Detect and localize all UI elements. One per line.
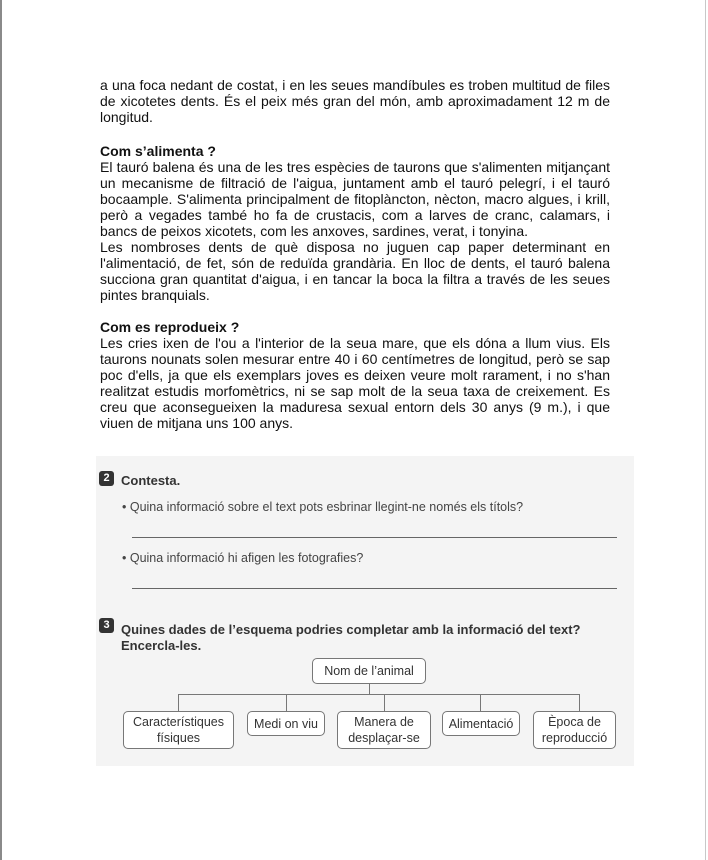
exercise-2-question-1: • Quina informació sobre el text pots esbrinar llegint-ne només els títols? [122, 500, 524, 514]
reproduction-heading: Com es reprodueix ? [100, 319, 240, 335]
schema-connector-1 [178, 694, 179, 712]
feeding-paragraph-2: Les nombroses dents de què disposa no juguen cap paper determinant en l'alimentació, de fet, són de reduïda grandària. En lloc de dents, el tauró balena succiona gran quantitat d'aigua, i en tancar la boca la filtra a través de les seues pintes branquials. [100, 239, 610, 303]
exercise-2-number-badge: 2 [99, 471, 114, 486]
answer-line-1[interactable] [132, 537, 617, 538]
schema-root-box[interactable]: Nom de l’animal [312, 658, 426, 684]
schema-box-feeding[interactable]: Alimentació [442, 711, 520, 736]
page-left-border [0, 0, 2, 860]
exercise-area [96, 456, 634, 766]
exercise-2-title: Contesta. [121, 473, 181, 488]
exercise-2-question-2: • Quina informació hi afigen les fotografies? [122, 551, 364, 565]
schema-horizontal-connector [178, 694, 579, 695]
schema-connector-5 [579, 694, 580, 712]
schema-connector-2 [286, 694, 287, 712]
answer-line-2[interactable] [132, 588, 617, 589]
schema-box-reproduction-season[interactable]: Època de reproducció [533, 711, 616, 749]
feeding-paragraph-1: El tauró balena és una de les tres espècies de taurons que s'alimenten mitjançant un mecanisme de filtració de l'aigua, juntament amb el tauró pelegrí, i el tauró bocaample. S'alimenta principalment de fitoplàncton, nècton, macro algues, i krill, però a vegades també ho fa de crustacis, com a larves de cranc, calamars, i bancs de peixos xicotets, com les anxoves, sardines, verat, i tonyina. [100, 159, 610, 239]
intro-text-block [100, 77, 610, 125]
exercise-3-title-line-1: Quines dades de l’esquema podries completar amb la informació del text? [121, 622, 581, 637]
feeding-section [100, 143, 610, 303]
intro-paragraph: a una foca nedant de costat, i en les seues mandíbules es troben multitud de files de xicotetes dents. És el peix més gran del món, amb aproximadament 12 m de longitud. [100, 77, 610, 125]
exercise-3-title [121, 622, 580, 654]
schema-box-habitat[interactable]: Medi on viu [247, 711, 325, 736]
reproduction-paragraph: Les cries ixen de l'ou a l'interior de la seua mare, que els dóna a llum vius. Els taurons nounats solen mesurar entre 40 i 60 centímetres de longitud, però se sap poc d'ells, ja que els exemplars joves es deixen veure molt rarament, i no s'han realitzat estudis morfomètrics, ni se sap molt de la seua taxa de creixement. Es creu que aconsegueixen la maduresa sexual entorn dels 30 anys (9 m.), i que viuen de mitjana uns 100 anys. [100, 335, 610, 431]
exercise-3-number-badge: 3 [99, 618, 114, 633]
schema-connector-3 [384, 694, 385, 712]
schema-box-physical-characteristics[interactable]: Característiques físiques [123, 711, 234, 749]
page-right-border [705, 0, 706, 860]
schema-connector-4 [480, 694, 481, 712]
reproduction-section [100, 319, 610, 431]
exercise-3-title-line-2: Encercla-les. [121, 638, 202, 653]
feeding-heading: Com s’alimenta ? [100, 143, 216, 159]
schema-box-locomotion[interactable]: Manera de desplaçar-se [337, 711, 431, 749]
schema-root-connector [369, 684, 370, 694]
